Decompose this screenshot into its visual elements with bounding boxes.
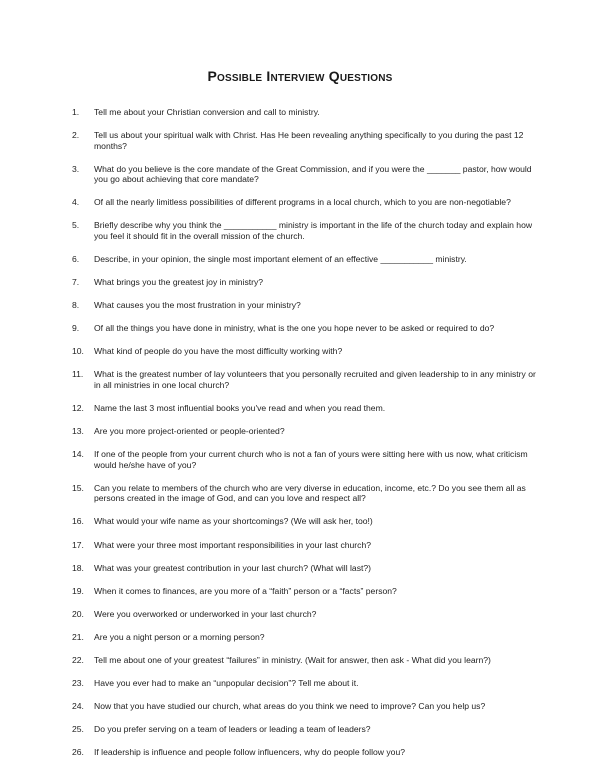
question-text: Have you ever had to make an “unpopular decision”? Tell me about it.: [94, 678, 359, 689]
question-text: Tell us about your spiritual walk with Christ. Has He been revealing anything specifically to you during the past 12 months?: [94, 130, 524, 151]
question-text: When it comes to finances, are you more of a “faith” person or a “facts” person?: [94, 585, 397, 596]
question-number: 22.: [72, 654, 84, 665]
question-text: What brings you the greatest joy in ministry?: [94, 277, 264, 288]
question-number: 15.: [72, 482, 84, 493]
question-item: [72, 540, 542, 551]
page-title: Possible Interview Questions: [207, 68, 393, 84]
question-text: Name the last 3 most influential books you've read and when you read them.: [94, 403, 386, 414]
question-text: If leadership is influence and people follow influencers, why do people follow you?: [94, 747, 406, 758]
question-item: [72, 197, 542, 208]
question-number: 10.: [72, 346, 84, 357]
question-text: What were your three most important responsibilities in your last church?: [94, 539, 372, 550]
question-text: Of all the things you have done in ministry, what is the one you hope never to be asked or required to do?: [94, 323, 495, 334]
question-number: 3.: [72, 163, 80, 174]
question-number: 17.: [72, 539, 84, 550]
question-number: 1.: [72, 107, 80, 117]
question-text: Tell me about your Christian conversion and call to ministry.: [94, 107, 320, 117]
question-text: Describe, in your opinion, the single most important element of an effective ___________ ministry.: [94, 253, 467, 264]
question-text: Are you a night person or a morning person?: [94, 631, 265, 642]
question-item: [72, 483, 542, 504]
question-text: Are you more project-oriented or people-oriented?: [94, 426, 285, 437]
question-item: [72, 701, 542, 712]
question-item: [72, 220, 542, 241]
question-number: 11.: [72, 369, 84, 380]
question-item: [72, 586, 542, 597]
question-text: Can you relate to members of the church who are very diverse in education, income, etc.? Do you see them all as persons created in the image of God, and can you love and respect all?: [94, 482, 526, 504]
question-number: 6.: [72, 253, 80, 264]
question-number: 26.: [72, 747, 84, 758]
question-text: Of all the nearly limitless possibilities of different programs in a local church, which to you are non-negotiable?: [94, 197, 511, 208]
question-item: [72, 632, 542, 643]
question-item: [72, 403, 542, 414]
question-item: [72, 747, 542, 758]
question-text: If one of the people from your current church who is not a fan of yours were sitting here with us now, what criticism would he/she have of you?: [94, 449, 528, 470]
question-number: 18.: [72, 562, 84, 573]
question-item: [72, 426, 542, 437]
question-text: Were you overworked or underworked in your last church?: [94, 608, 317, 619]
question-number: 4.: [72, 197, 80, 208]
question-number: 14.: [72, 449, 84, 460]
question-number: 12.: [72, 403, 84, 414]
question-number: 9.: [72, 323, 80, 334]
question-text: What was your greatest contribution in your last church? (What will last?): [94, 562, 372, 573]
question-number: 24.: [72, 701, 84, 712]
question-item: [72, 107, 542, 118]
question-text: What do you believe is the core mandate of the Great Commission, and if you were the _______ pastor, how would you go about achieving that core mandate?: [94, 163, 532, 185]
question-number: 21.: [72, 631, 84, 642]
question-number: 25.: [72, 724, 84, 735]
question-text: What would your wife name as your shortcomings? (We will ask her, too!): [94, 516, 373, 527]
question-number: 19.: [72, 585, 84, 596]
question-number: 23.: [72, 678, 84, 689]
question-item: [72, 516, 542, 527]
question-text: What causes you the most frustration in your ministry?: [94, 300, 301, 311]
question-text: Now that you have studied our church, what areas do you think we need to improve? Can you help us?: [94, 701, 486, 712]
question-number: 8.: [72, 300, 80, 311]
question-number: 13.: [72, 426, 84, 437]
question-text: Do you prefer serving on a team of leaders or leading a team of leaders?: [94, 724, 371, 735]
question-item: [72, 254, 542, 265]
question-number: 7.: [72, 277, 80, 288]
question-item: [72, 609, 542, 620]
question-text: What kind of people do you have the most difficulty working with?: [94, 346, 343, 357]
question-item: [72, 130, 542, 151]
question-item: [72, 369, 542, 390]
question-item: [72, 300, 542, 311]
question-item: [72, 277, 542, 288]
question-text: Briefly describe why you think the ___________ ministry is important in the life of the church today and explain how you feel it should fit in the overall mission of the church.: [94, 220, 533, 241]
question-item: [72, 678, 542, 689]
question-item: [72, 323, 542, 334]
question-item: [72, 563, 542, 574]
question-number: 20.: [72, 608, 84, 619]
question-number: 16.: [72, 516, 84, 527]
question-item: [72, 164, 542, 185]
question-item: [72, 346, 542, 357]
question-number: 2.: [72, 130, 80, 141]
question-item: [72, 724, 542, 735]
question-number: 5.: [72, 220, 80, 231]
question-text: Tell me about one of your greatest “failures” in ministry. (Wait for answer, then ask - What did you learn?): [94, 654, 491, 665]
question-item: [72, 449, 542, 470]
question-list: [72, 107, 542, 758]
question-item: [72, 655, 542, 666]
question-text: What is the greatest number of lay volunteers that you personally recruited and given leadership to in any ministry or in all ministries in one local church?: [94, 369, 536, 390]
